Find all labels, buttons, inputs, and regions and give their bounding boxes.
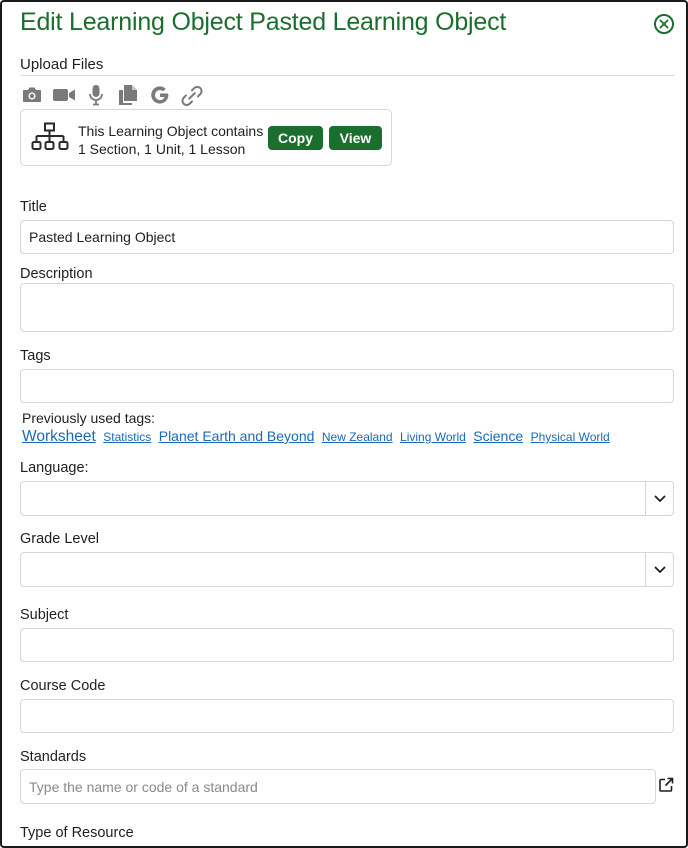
tag-link-physical-world[interactable]: Physical World bbox=[530, 430, 610, 444]
upload-toolbar bbox=[20, 84, 204, 106]
learning-object-card bbox=[20, 109, 392, 166]
previously-used-tags-label: Previously used tags: bbox=[22, 410, 156, 426]
view-button[interactable]: View bbox=[329, 126, 382, 150]
summary-line-2: 1 Section, 1 Unit, 1 Lesson bbox=[78, 141, 246, 157]
chevron-down-icon[interactable] bbox=[645, 482, 673, 515]
description-field[interactable] bbox=[20, 283, 674, 332]
video-icon[interactable] bbox=[52, 84, 76, 106]
type-of-resource-label: Type of Resource bbox=[20, 825, 134, 841]
course-code-label: Course Code bbox=[20, 678, 106, 694]
title-label: Title bbox=[20, 199, 47, 215]
tags-field[interactable] bbox=[20, 369, 674, 403]
title-field-value: Pasted Learning Object bbox=[29, 229, 176, 245]
google-icon[interactable] bbox=[148, 84, 172, 106]
standards-placeholder: Type the name or code of a standard bbox=[29, 778, 258, 795]
divider bbox=[20, 75, 674, 76]
title-field[interactable] bbox=[20, 220, 674, 254]
tag-link-worksheet[interactable]: Worksheet bbox=[22, 428, 96, 445]
upload-files-label: Upload Files bbox=[20, 56, 104, 73]
standards-search-input[interactable] bbox=[20, 769, 656, 804]
tag-link-planet-earth-and-beyond[interactable]: Planet Earth and Beyond bbox=[158, 428, 315, 444]
tag-link-living-world[interactable]: Living World bbox=[400, 430, 466, 444]
microphone-icon[interactable] bbox=[84, 84, 108, 106]
chevron-down-icon[interactable] bbox=[645, 553, 673, 586]
external-link-icon[interactable] bbox=[658, 777, 674, 798]
close-icon[interactable] bbox=[654, 14, 674, 34]
grade-level-label: Grade Level bbox=[20, 531, 99, 547]
tag-link-science[interactable]: Science bbox=[473, 428, 524, 444]
learning-object-summary bbox=[78, 122, 263, 158]
hierarchy-icon bbox=[31, 122, 69, 159]
summary-line-1: This Learning Object contains bbox=[78, 123, 264, 139]
link-icon[interactable] bbox=[180, 84, 204, 106]
course-code-field[interactable] bbox=[20, 699, 674, 733]
language-select[interactable] bbox=[20, 481, 674, 516]
grade-level-select[interactable] bbox=[20, 552, 674, 587]
copy-button[interactable]: Copy bbox=[268, 126, 323, 150]
files-icon[interactable] bbox=[116, 84, 140, 106]
tags-label: Tags bbox=[20, 348, 51, 364]
subject-field[interactable] bbox=[20, 628, 674, 662]
tag-link-new-zealand[interactable]: New Zealand bbox=[321, 430, 393, 444]
tag-link-statistics[interactable]: Statistics bbox=[103, 430, 152, 444]
description-label: Description bbox=[20, 266, 93, 282]
standards-label: Standards bbox=[20, 749, 87, 765]
dialog-title: Edit Learning Object Pasted Learning Object bbox=[20, 8, 507, 36]
subject-label: Subject bbox=[20, 607, 69, 623]
language-label: Language: bbox=[20, 460, 89, 476]
previously-used-tags bbox=[22, 428, 613, 446]
camera-icon[interactable] bbox=[20, 84, 44, 106]
